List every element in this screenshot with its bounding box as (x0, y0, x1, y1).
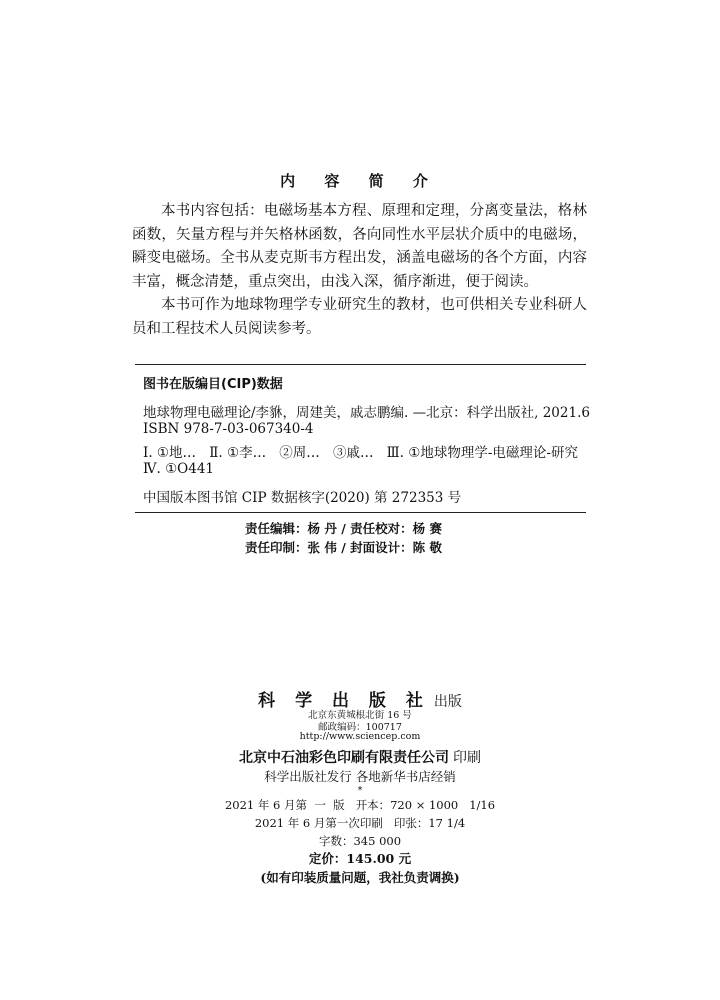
cip-title: 图书在版编目(CIP)数据 (143, 377, 283, 392)
cip-class-part: Ⅰ. ①地… (143, 445, 197, 461)
cip-class-part: ③戚… (332, 445, 374, 461)
quality-note: (如有印装质量问题，我社负责调换) (260, 870, 460, 885)
summary-paragraph-1: 本书内容包括：电磁场基本方程、原理和定理，分离变量法，格林函数，矢量方程与并矢格林函数，各向同性水平层状介质中的电磁场，瞬变电磁场。全书从麦克斯韦方程出发，涵盖电磁场的各个方面，内容丰富，概念清楚，重点突出，由浅入深，循序渐进，便于阅读。 (132, 203, 587, 290)
separator-star: * (357, 785, 363, 796)
printer-name: 北京中石油彩色印刷有限责任公司 (239, 750, 449, 766)
cip-class-part: ②周… (279, 445, 320, 461)
publisher-suffix: 出版 (433, 694, 462, 710)
cip-bottom-rule (135, 512, 586, 513)
printer-line (0, 747, 720, 767)
summary-heading: 内 容 简 介 (280, 172, 440, 190)
cip-top-rule (135, 364, 586, 365)
cip-bibliographic-line: 地球物理电磁理论/李貅，周建美，戚志鹏编. —北京：科学出版社, 2021.6 (143, 405, 590, 421)
publisher-postcode: 邮政编码：100717 (318, 722, 402, 733)
credits-line-production: 责任印制：张 伟 / 封面设计：陈 敬 (245, 540, 442, 555)
cip-class-part: Ⅲ. ①地球物理学-电磁理论-研究 (386, 445, 578, 461)
publisher-website: http://www.sciencep.com (299, 731, 421, 742)
distribution-line: 科学出版社发行 各地新华书店经销 (264, 769, 456, 784)
cip-class-part: Ⅱ. ①李… (209, 445, 267, 461)
edition-line: 2021 年 6 月第 一 版 开本：720 × 1000 1/16 (224, 798, 496, 812)
publisher-address: 北京东黄城根北街 16 号 (308, 710, 412, 721)
credits-line-editor: 责任编辑：杨 丹 / 责任校对：杨 赛 (245, 521, 442, 536)
price: 定价：145.00 元 (308, 851, 412, 866)
cip-record-number: 中国版本图书馆 CIP 数据核字(2020) 第 272353 号 (143, 490, 462, 506)
cip-library-class: Ⅳ. ①O441 (143, 461, 215, 477)
cip-classification-line (143, 441, 578, 461)
word-count: 字数：345 000 (318, 834, 402, 848)
publisher-name: 科 学 出 版 社 (258, 691, 430, 711)
summary-paragraph-2: 本书可作为地球物理学专业研究生的教材，也可供相关专业科研人员和工程技术人员阅读参考。 (132, 297, 587, 337)
printing-line: 2021 年 6 月第一次印刷 印张：17 1/4 (254, 816, 466, 830)
cip-isbn: ISBN 978-7-03-067340-4 (143, 421, 314, 437)
printer-suffix: 印刷 (453, 750, 481, 766)
